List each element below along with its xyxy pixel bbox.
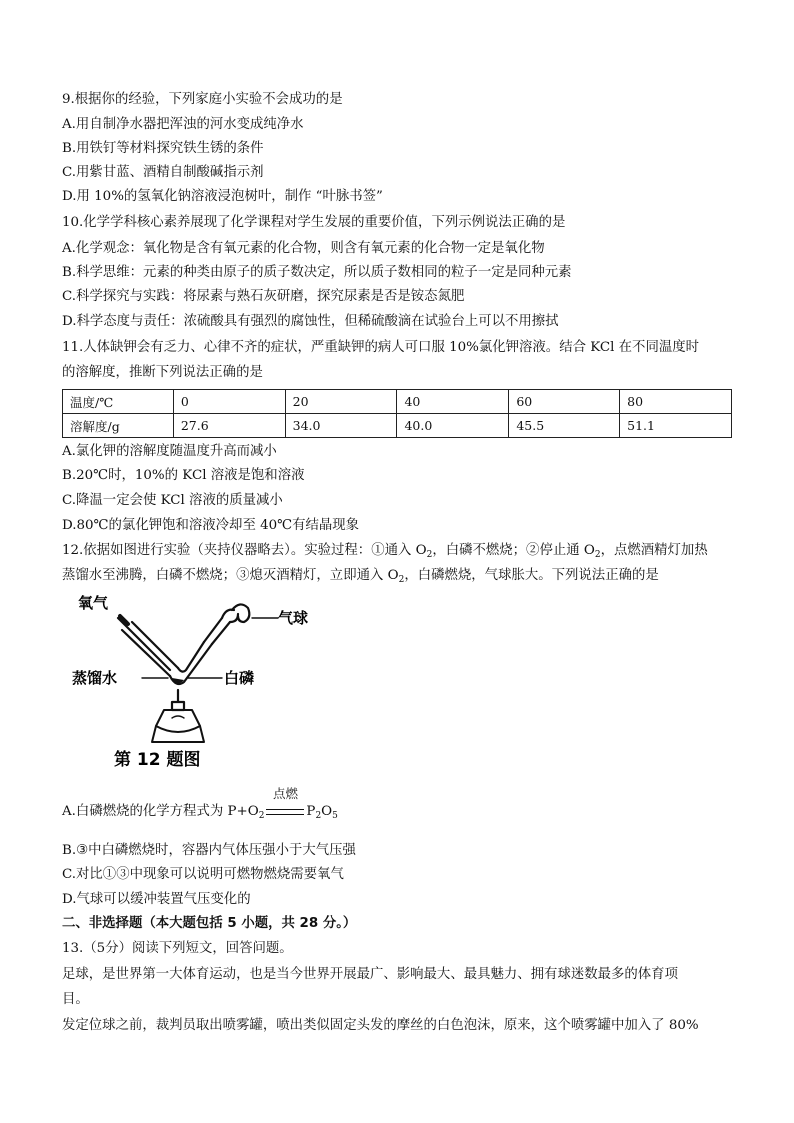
balloon-shape <box>232 604 249 622</box>
q13-paragraph-1-cont: 目。 <box>62 992 89 1007</box>
table-cell: 45.5 <box>509 414 620 438</box>
q12-stem-line1: 12.依据如图进行实验（夹持仪器略去）。实验过程：①通入 $O_2$，白磷不燃烧；②停止通 $O_2$，点燃酒精灯加热 <box>62 543 708 560</box>
q9-option-b: B.用铁钉等材料探究铁生锈的条件 <box>62 141 264 156</box>
q9-option-c: C.用紫甘蓝、酒精自制酸碱指示剂 <box>62 165 264 180</box>
phosphorus-label: 白磷 <box>224 669 255 687</box>
table-row <box>63 390 732 414</box>
q11-option-c: C.降温一定会使 KCl 溶液的质量减小 <box>62 493 283 508</box>
q11-option-a: A.氯化钾的溶解度随温度升高而减小 <box>62 444 277 459</box>
q10-option-a: A.化学观念：氧化物是含有氧元素的化合物，则含有氧元素的化合物一定是氧化物 <box>62 241 545 256</box>
table-cell: 40 <box>397 390 509 414</box>
q12-stem-line2: 蒸馏水至沸腾，白磷不燃烧；③熄灭酒精灯，立即通入 $O_2$，白磷燃烧，气球胀大。下列说法正确的是 <box>62 568 659 585</box>
q12-option-b: B.③中白磷燃烧时，容器内气体压强小于大气压强 <box>62 843 356 858</box>
table-cell: 40.0 <box>397 414 509 438</box>
right-tube <box>204 618 230 644</box>
figure-caption: 第 12 题图 <box>114 750 201 770</box>
q13-stem: 13.（5分）阅读下列短文，回答问题。 <box>62 941 293 956</box>
table-cell: 温度/℃ <box>63 390 174 414</box>
table-cell: 溶解度/g <box>63 414 174 438</box>
q10-stem: 10.化学学科核心素养展现了化学课程对学生发展的重要价值，下列示例说法正确的是 <box>62 215 566 230</box>
table-cell: 20 <box>285 390 397 414</box>
q12-option-a: A.白磷燃烧的化学方程式为 $P+O_2$ $P_2O_5$ 点燃 <box>62 786 338 821</box>
q9-option-d: D.用 10%的氢氧化钠溶液浸泡树叶，制作 “叶脉书签” <box>62 189 383 204</box>
equation-arrow <box>266 809 304 815</box>
oxygen-label: 氧气 <box>78 594 109 612</box>
q11-stem-line1: 11.人体缺钾会有乏力、心律不齐的症状，严重缺钾的病人可口服 10%氯化钾溶液。结合 KCl 在不同温度时 <box>62 340 700 355</box>
solubility-table <box>62 389 732 438</box>
table-cell: 60 <box>509 390 620 414</box>
q10-option-c: C.科学探究与实践：将尿素与熟石灰研磨，探究尿素是否是铵态氮肥 <box>62 289 465 304</box>
reaction-condition: 点燃 <box>273 786 299 801</box>
table-row <box>63 414 732 438</box>
balloon-label: 气球 <box>278 609 309 627</box>
table-cell: 27.6 <box>173 414 285 438</box>
oxygen-inlet <box>118 618 170 670</box>
q13-paragraph-2: 发定位球之前，裁判员取出喷雾罐，喷出类似固定头发的摩丝的白色泡沫，原来，这个喷雾罐中加入了 80% <box>62 1018 699 1033</box>
table-cell: 0 <box>173 390 285 414</box>
table-cell: 51.1 <box>620 414 732 438</box>
q10-option-d: D.科学态度与责任：浓硫酸具有强烈的腐蚀性，但稀硫酸滴在试验台上可以不用擦拭 <box>62 314 559 329</box>
water-label: 蒸馏水 <box>72 669 118 687</box>
q12-option-d: D.气球可以缓冲装置气压变化的 <box>62 892 251 907</box>
q9-stem: 9.根据你的经验，下列家庭小实验不会成功的是 <box>62 92 343 107</box>
q11-stem-line2: 的溶解度，推断下列说法正确的是 <box>62 365 263 380</box>
q9-option-a: A.用自制净水器把浑浊的河水变成纯净水 <box>62 117 304 132</box>
table-cell: 34.0 <box>285 414 397 438</box>
q13-paragraph-1: 足球，是世界第一大体育运动，也是当今世界开展最广、影响最大、最具魅力、拥有球迷数最多的体育项 <box>62 967 678 982</box>
alcohol-lamp <box>156 710 200 732</box>
section-heading: 二、非选择题（本大题包括 5 小题，共 28 分。） <box>62 916 357 931</box>
table-cell: 80 <box>620 390 732 414</box>
q10-option-b: B.科学思维：元素的种类由原子的质子数决定，所以质子数相同的粒子一定是同种元素 <box>62 265 572 280</box>
experiment-figure <box>72 592 309 772</box>
q11-option-d: D.80℃的氯化钾饱和溶液冷却至 40℃有结晶现象 <box>62 518 360 533</box>
q12-option-c: C.对比①③中现象可以说明可燃物燃烧需要氧气 <box>62 867 344 882</box>
q11-option-b: B.20℃时，10%的 KCl 溶液是饱和溶液 <box>62 468 305 483</box>
